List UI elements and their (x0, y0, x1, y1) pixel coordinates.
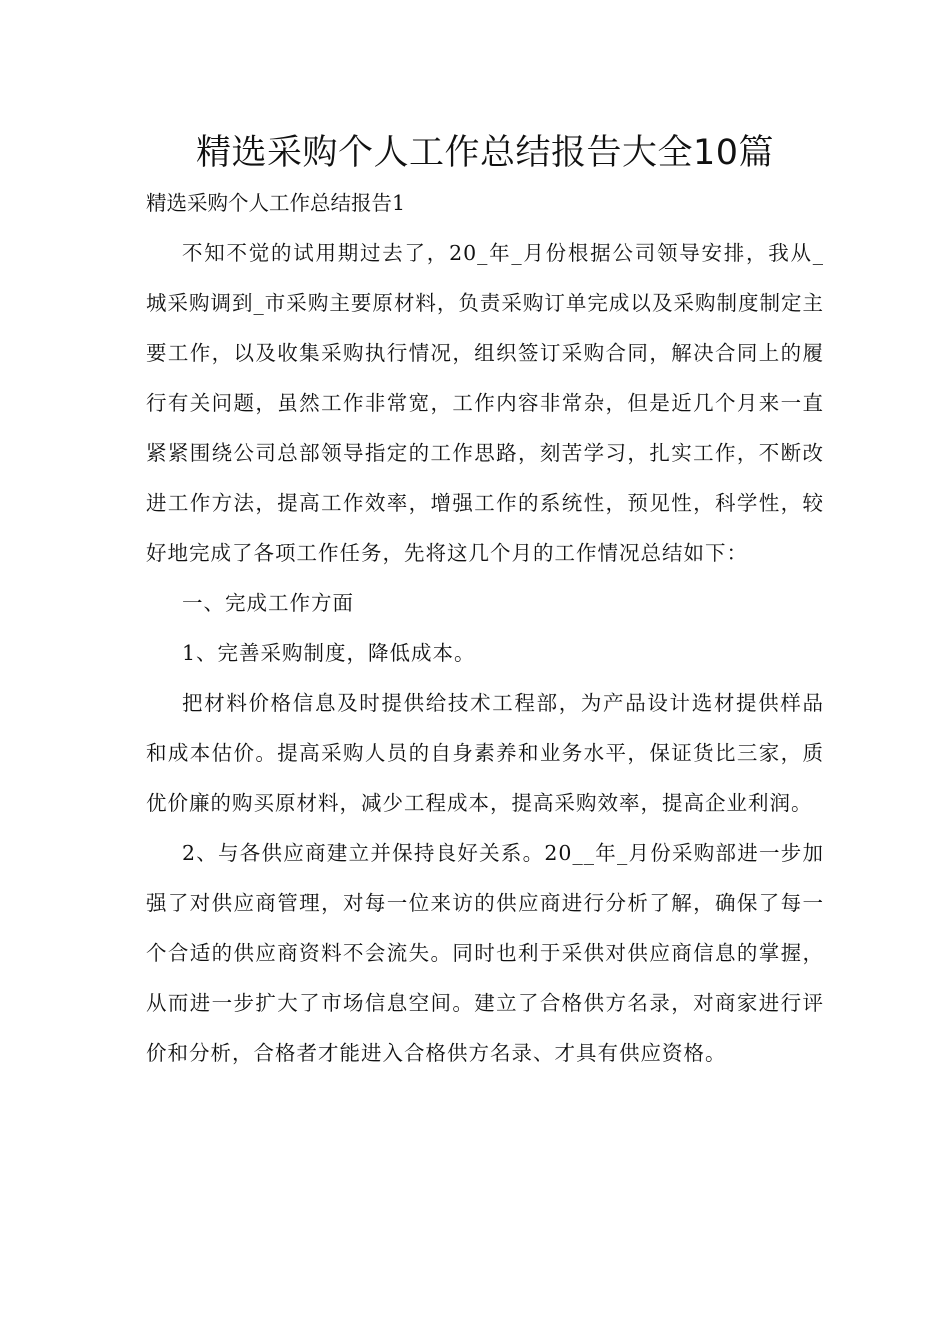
paragraph-item-2: 2、与各供应商建立并保持良好关系。20__年_月份采购部进一步加强了对供应商管理，对每一位来访的供应商进行分析了解，确保了每一个合适的供应商资料不会流失。同时也利于采供对供应商信息的掌握，从而进一步扩大了市场信息空间。建立了合格供方名录，对商家进行评价和分析，合格者才能进入合格供方名录、才具有供应资格。 (146, 841, 824, 1065)
document-title: 精选采购个人工作总结报告大全10篇 (195, 133, 775, 173)
paragraph-heading-completed-work: 一、完成工作方面 (182, 591, 354, 615)
section-heading: 精选采购个人工作总结报告1 (146, 191, 406, 215)
paragraph-item-1-title: 1、完善采购制度，降低成本。 (182, 641, 476, 665)
paragraph-item-1-body: 把材料价格信息及时提供给技术工程部，为产品设计选材提供样品和成本估价。提高采购人员的自身素养和业务水平，保证货比三家，质优价廉的购买原材料，减少工程成本，提高采购效率，提高企业利润。 (146, 691, 824, 815)
paragraph-intro: 不知不觉的试用期过去了，20_年_月份根据公司领导安排，我从_城采购调到_市采购主要原材料，负责采购订单完成以及采购制度制定主要工作，以及收集采购执行情况，组织签订采购合同，解决合同上的履行有关问题，虽然工作非常宽，工作内容非常杂，但是近几个月来一直紧紧围绕公司总部领导指定的工作思路，刻苦学习，扎实工作，不断改进工作方法，提高工作效率，增强工作的系统性，预见性，科学性，较好地完成了各项工作任务，先将这几个月的工作情况总结如下： (146, 241, 824, 565)
